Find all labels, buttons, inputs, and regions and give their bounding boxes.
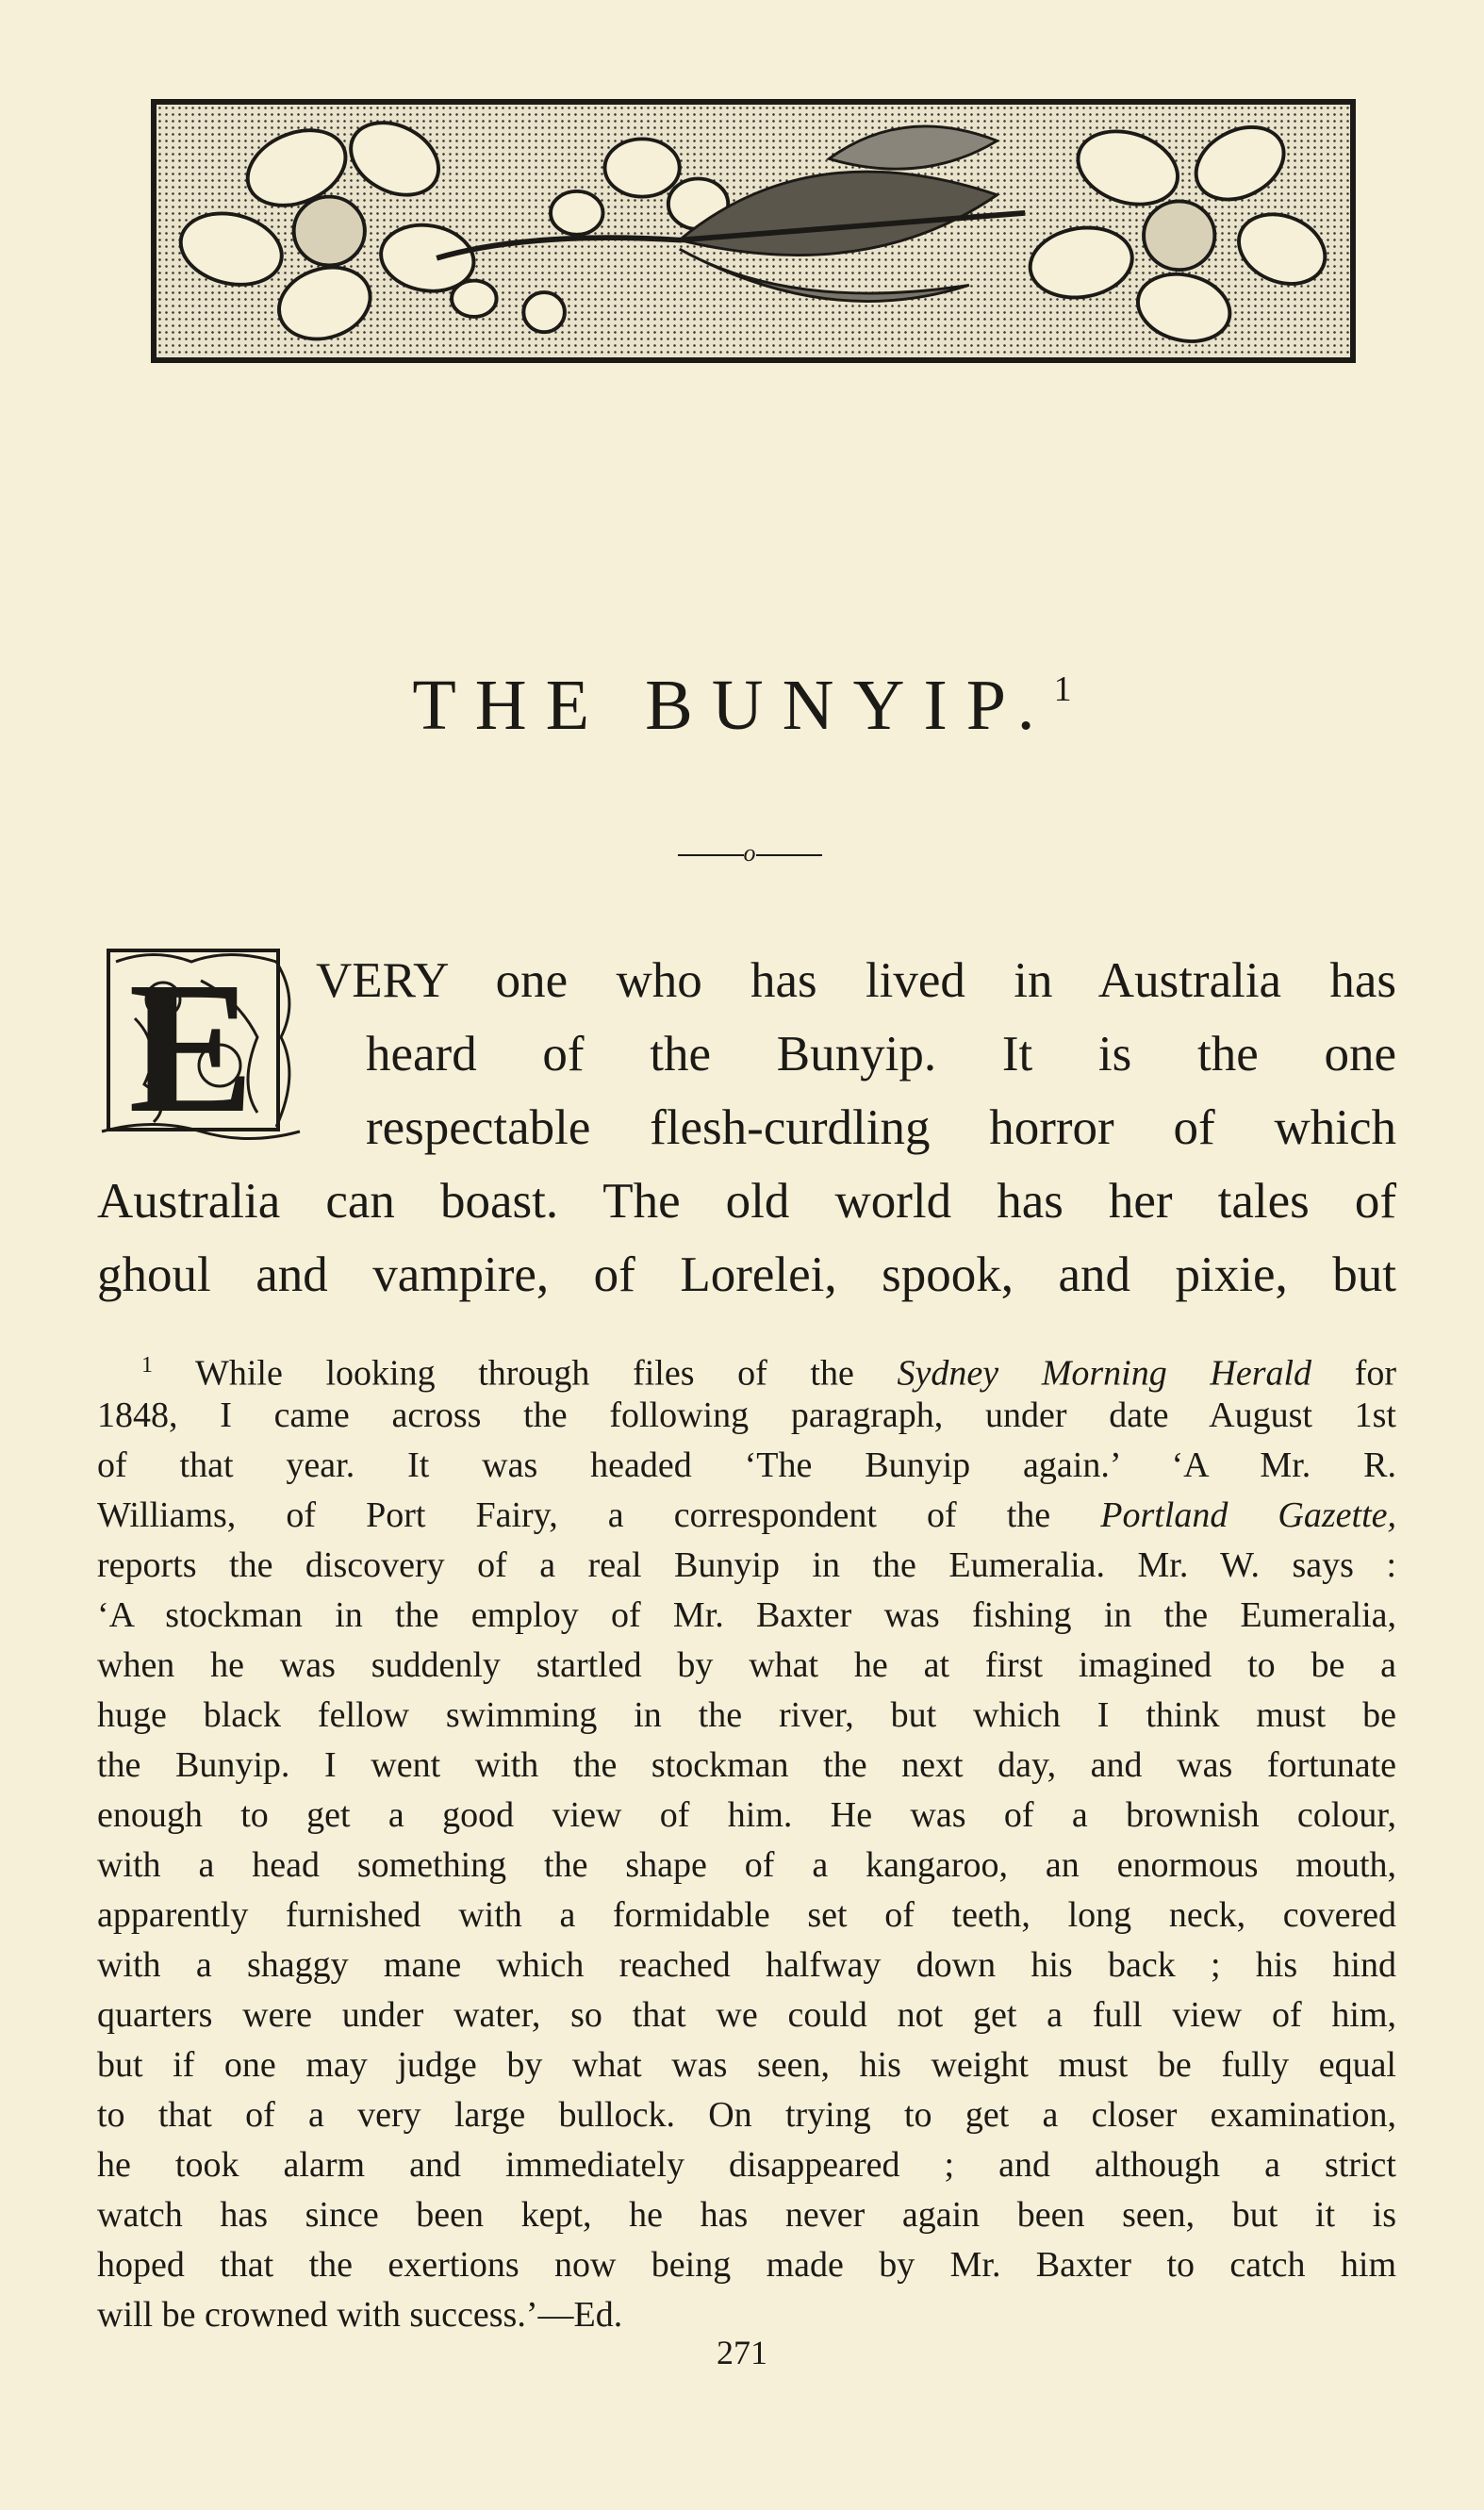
footnote-line-15: but if one may judge by what was seen, his weight must be fully equal xyxy=(97,2045,1396,2085)
body-line-3: respectable flesh-curdling horror of which xyxy=(366,1100,1396,1155)
footnote-gazette-title: Portland Gazette, xyxy=(1100,1495,1396,1535)
svg-text:E: E xyxy=(128,944,255,1146)
footnote-line-3: of that year. It was headed ‘The Bunyip again.’ ‘A Mr. R. xyxy=(97,1445,1396,1485)
page-number: 271 xyxy=(717,2334,767,2371)
dropcap-e-icon xyxy=(97,943,306,1146)
footnote-line-17: he took alarm and immediately disappeared ; and although a strict xyxy=(97,2145,1396,2185)
footnote-line-12: apparently furnished with a formidable set of teeth, long neck, covered xyxy=(97,1895,1396,1935)
footnote-line-4: Williams, of Port Fairy, a correspondent of the Portland Gazette, xyxy=(97,1495,1396,1535)
ornate-dropcap-icon xyxy=(97,943,306,1146)
footnote-line-20: will be crowned with success.’—Ed. xyxy=(97,2295,623,2335)
footnote-line-9: the Bunyip. I went with the stockman the next day, and was fortunate xyxy=(97,1745,1396,1785)
title-footnote-marker: 1 xyxy=(1053,669,1072,709)
floral-ornament-icon xyxy=(157,105,1350,357)
footnote-line-13: with a shaggy mane which reached halfway down his back ; his hind xyxy=(97,1945,1396,1985)
footnote-line-11: with a head something the shape of a kangaroo, an enormous mouth, xyxy=(97,1845,1396,1885)
body-line-5: ghoul and vampire, of Lorelei, spook, and pixie, but xyxy=(97,1247,1396,1302)
footnote-line-10: enough to get a good view of him. He was of a brownish colour, xyxy=(97,1795,1396,1835)
footnote-line-18: watch has since been kept, he has never again been seen, but it is xyxy=(97,2195,1396,2235)
footnote-line-5: reports the discovery of a real Bunyip in the Eumeralia. Mr. W. says : xyxy=(97,1545,1396,1585)
footnote-line-2: 1848, I came across the following paragraph, under date August 1st xyxy=(97,1395,1396,1435)
footnote-line-1: $^1$ While looking through files of the Sydney Morning Herald for xyxy=(141,1353,1396,1394)
body-line-1: VERY one who has lived in Australia has xyxy=(316,953,1396,1008)
footnote-marker: 1 xyxy=(141,1353,153,1378)
footnote-line-8: huge black fellow swimming in the river, but which I think must be xyxy=(97,1695,1396,1735)
footnote-line-7: when he was suddenly startled by what he at first imagined to be a xyxy=(97,1645,1396,1685)
body-line-2: heard of the Bunyip. It is the one xyxy=(366,1027,1396,1082)
page-title: THE BUNYIP.$^1$ xyxy=(412,666,1072,745)
footnote-line-14: quarters were under water, so that we could not get a full view of him, xyxy=(97,1995,1396,2035)
footnote-line-19: hoped that the exertions now being made by Mr. Baxter to catch him xyxy=(97,2245,1396,2285)
section-divider xyxy=(655,839,844,867)
footnote-line-16: to that of a very large bullock. On trying to get a closer examination, xyxy=(97,2095,1396,2135)
body-line-4: Australia can boast. The old world has her tales of xyxy=(97,1174,1396,1229)
footnote-line-6: ‘A stockman in the employ of Mr. Baxter was fishing in the Eumeralia, xyxy=(97,1595,1396,1635)
floral-header-ornament xyxy=(151,99,1356,363)
divider-glyph: o xyxy=(743,839,756,867)
footnote-source-title: Sydney Morning Herald xyxy=(897,1353,1312,1394)
